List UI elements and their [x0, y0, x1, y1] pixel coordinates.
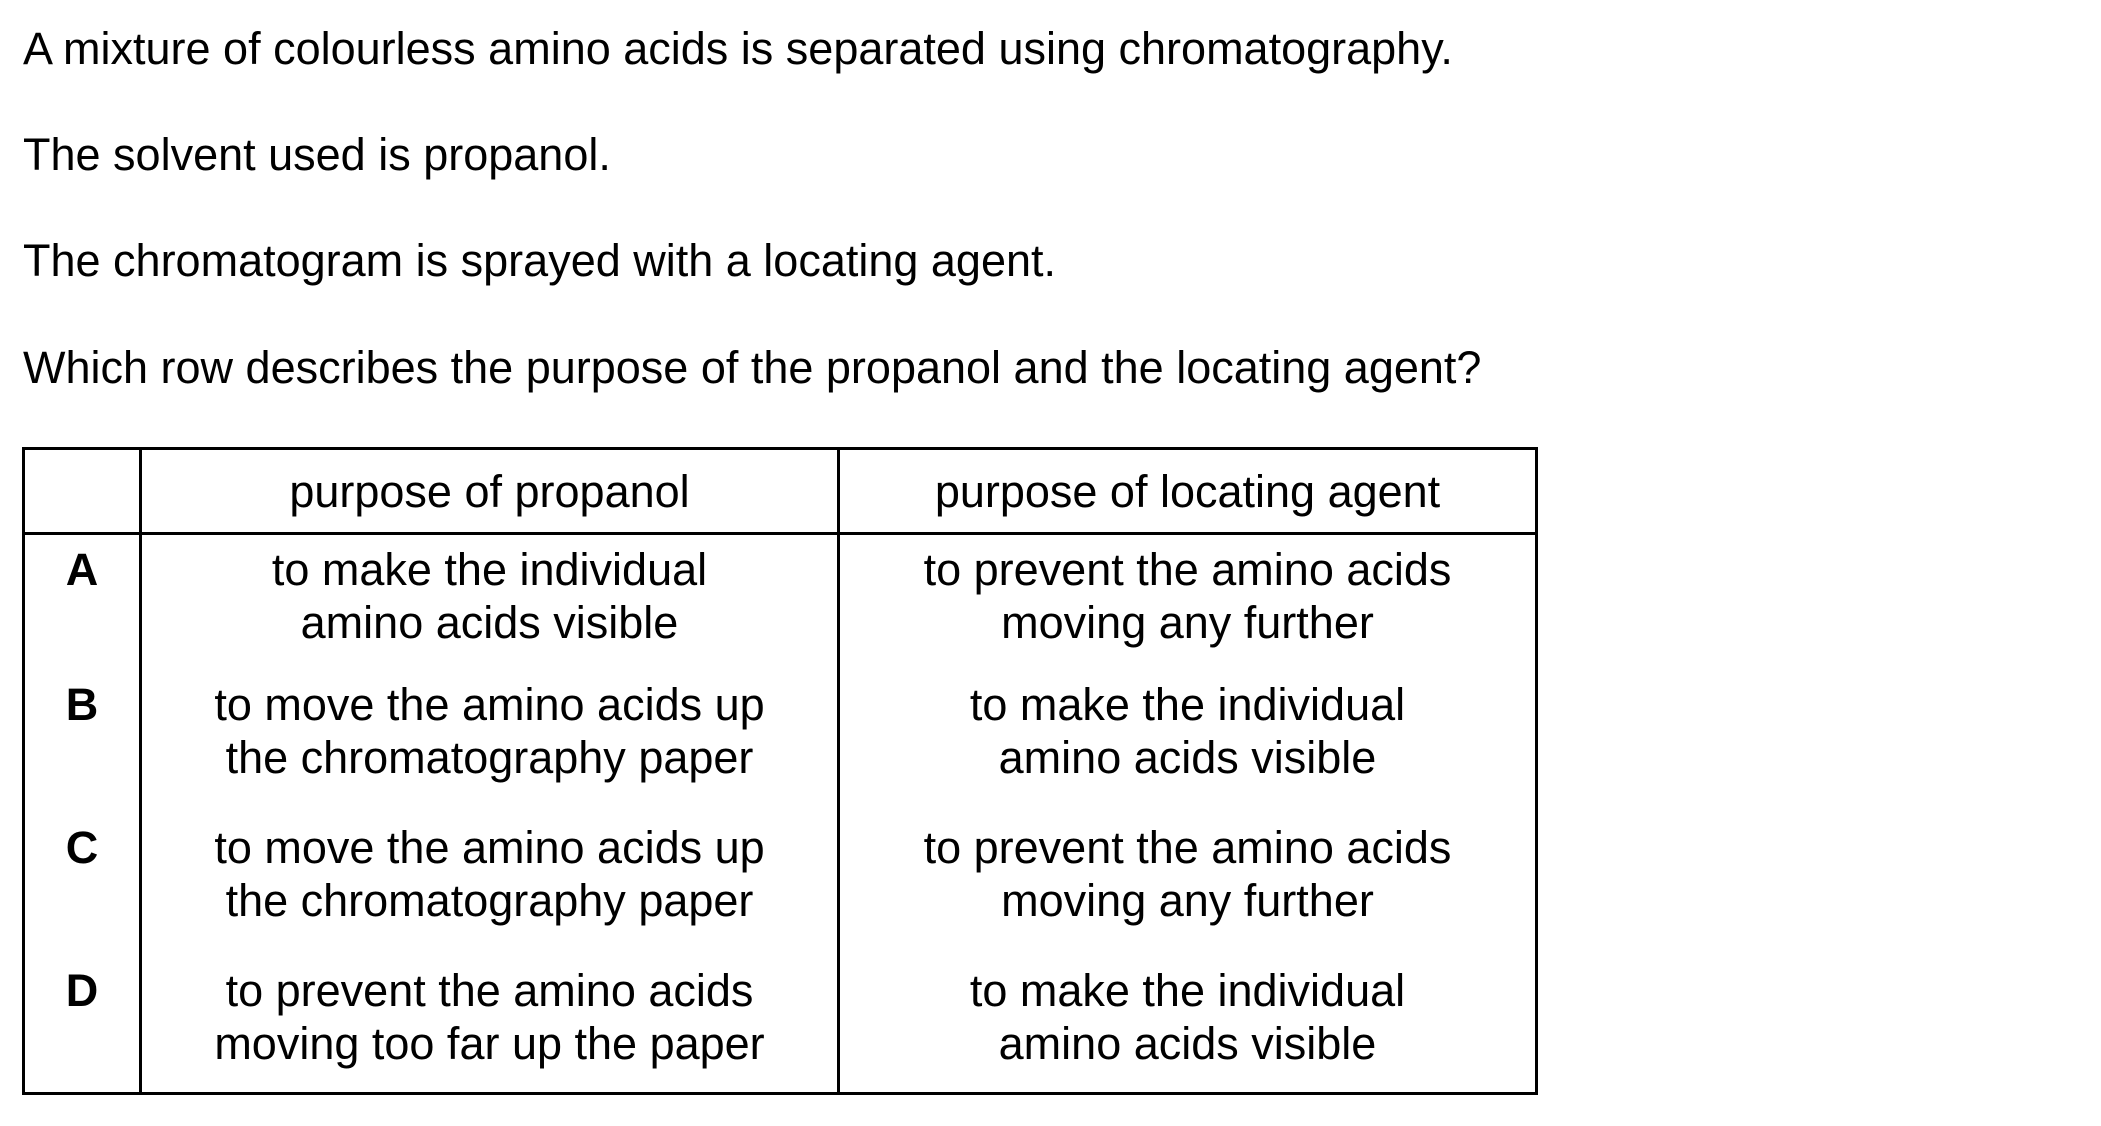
question-prompt: Which row describes the purpose of the propanol and the locating agent? [23, 342, 1482, 393]
option-d-locating-line-2: amino acids visible [998, 1018, 1377, 1069]
table-header-row [24, 449, 1537, 534]
option-c-propanol-line-2: the chromatography paper [225, 875, 754, 926]
option-b-locating-agent [839, 678, 1537, 821]
option-a-propanol-line-1: to make the individual [271, 544, 708, 595]
option-b-locating-line-2: amino acids visible [998, 732, 1377, 783]
option-letter-b[interactable]: B [24, 678, 141, 821]
option-c-locating-line-1: to prevent the amino acids [923, 822, 1452, 873]
option-a-locating-agent [839, 534, 1537, 679]
option-d-propanol [141, 964, 839, 1094]
option-letter-d[interactable]: D [24, 964, 141, 1094]
option-b-propanol-line-2: the chromatography paper [225, 732, 754, 783]
option-c-locating-agent [839, 821, 1537, 964]
table-row-d[interactable] [24, 964, 1537, 1094]
option-a-locating-line-2: moving any further [1001, 597, 1374, 648]
header-letter-cell [24, 449, 141, 534]
option-a-propanol-line-2: amino acids visible [300, 597, 679, 648]
table-row-b[interactable] [24, 678, 1537, 821]
option-d-propanol-line-2: moving too far up the paper [214, 1018, 765, 1069]
option-b-propanol [141, 678, 839, 821]
locating-agent-statement: The chromatogram is sprayed with a locating agent. [23, 235, 1057, 286]
table-row-a[interactable] [24, 534, 1537, 679]
question-intro-text: A mixture of colourless amino acids is separated using chromatography. [23, 23, 1453, 74]
option-c-propanol-line-1: to move the amino acids up [214, 822, 765, 873]
option-d-locating-line-1: to make the individual [969, 965, 1406, 1016]
answer-options-table [22, 447, 1538, 1095]
option-c-propanol [141, 821, 839, 964]
option-b-locating-line-1: to make the individual [969, 679, 1406, 730]
option-d-propanol-line-1: to prevent the amino acids [225, 965, 754, 1016]
option-letter-a[interactable]: A [24, 534, 141, 679]
option-a-propanol [141, 534, 839, 679]
header-purpose-of-propanol: purpose of propanol [141, 449, 839, 534]
table-row-c[interactable] [24, 821, 1537, 964]
solvent-statement: The solvent used is propanol. [23, 129, 611, 180]
option-letter-c[interactable]: C [24, 821, 141, 964]
option-a-locating-line-1: to prevent the amino acids [923, 544, 1452, 595]
option-c-locating-line-2: moving any further [1001, 875, 1374, 926]
option-d-locating-agent [839, 964, 1537, 1094]
header-purpose-of-locating-agent: purpose of locating agent [839, 449, 1537, 534]
option-b-propanol-line-1: to move the amino acids up [214, 679, 765, 730]
